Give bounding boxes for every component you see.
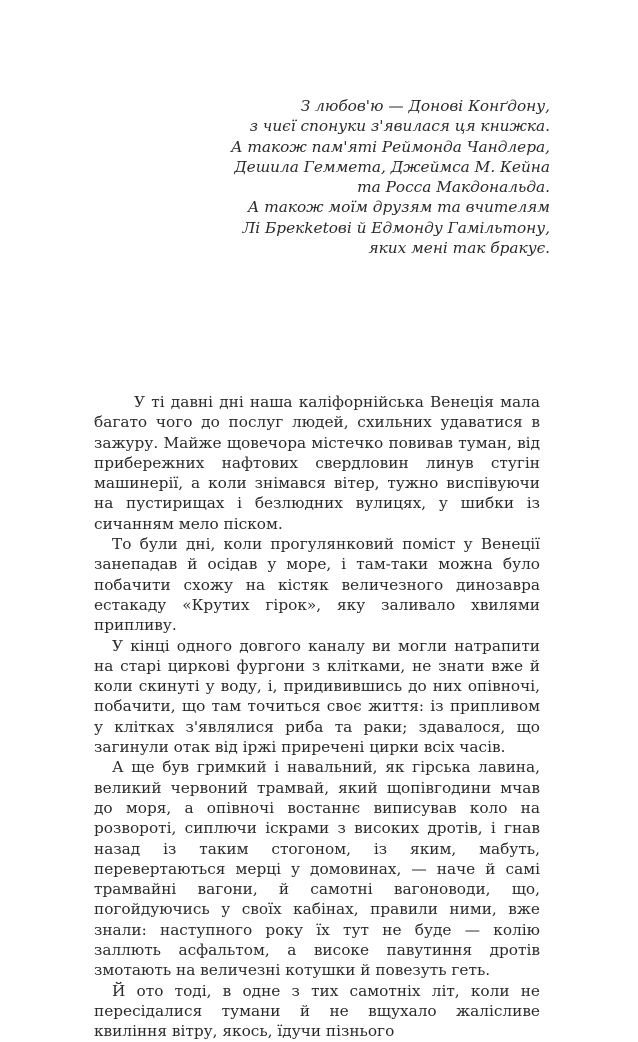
chapter-text bbox=[94, 392, 540, 1042]
dedication-line: А також моїм друзям та вчителям bbox=[247, 198, 550, 217]
dedication-line: яких мені так бракує. bbox=[368, 239, 550, 258]
paragraph: Й ото тоді, в одне з тих самотніх літ, коли не пересідалися тумани й не вщухало жалісливе квиління вітру, якось, їдучи пізнього bbox=[94, 981, 540, 1041]
dedication-line: Лі Брекketові й Едмонду Гамільтону, bbox=[242, 218, 550, 237]
dedication-line: Дешила Геммета, Джеймса М. Кейна bbox=[234, 157, 550, 176]
dedication-line: З любов'ю — Донові Конґдону, bbox=[300, 97, 550, 115]
dedication-line: А також пам'яті Реймонда Чандлера, bbox=[230, 137, 550, 156]
paragraph: А ще був гримкий і навальний, як гірська лавина, великий червоний трамвай, який щопівгодини мчав до моря, а опівночі востаннє виписував коло на розвороті, сиплючи іскрами з високих дротів, і гнав назад із таким стогоном, із яким, мабуть, перевертаються мерці у домовинах, — наче й самі трамвайні вагони, й самотні вагоноводи, що, погойдуючись у своїх кабінах, правили ними, вже знали: наступного року їх тут не буде — колію заллють асфальтом, а високе павутиння дротів змотають на величезні котушки й повезуть геть. bbox=[94, 758, 540, 980]
dedication-line: та Росса Макдональда. bbox=[357, 178, 550, 197]
dedication-line: з чиєї спонуки з'явилася ця книжка. bbox=[249, 117, 550, 136]
dedication bbox=[130, 96, 550, 258]
paragraph: У ті давні дні наша каліфорнійська Венеція мала багато чого до послуг людей, схильних удаватися в зажуру. Майже щовечора містечко повивав туман, від прибережних нафтових свердловин линув стугін машинерії, а коли знімався вітер, тужно виспівуючи на пустирищах і безлюдних вулицях, у шибки із сичанням мело піском. bbox=[94, 393, 540, 533]
paragraph: У кінці одного довгого каналу ви могли натрапити на старі циркові фургони з клітками, не знати вже й коли скинуті у воду, і, придивившись до них опівночі, побачити, що там точиться своє життя: із припливом у клітках з'являлися риба та раки; здавалося, що загинули отак від іржі приречені цирки всіх часів. bbox=[94, 636, 540, 757]
paragraph: То були дні, коли прогулянковий поміст у Венеції занепадав й осідав у море, і там-таки можна було побачити схожу на кістяк величезного динозавра естакаду «Крутих гірок», яку заливало хвилями припливу. bbox=[94, 535, 540, 635]
